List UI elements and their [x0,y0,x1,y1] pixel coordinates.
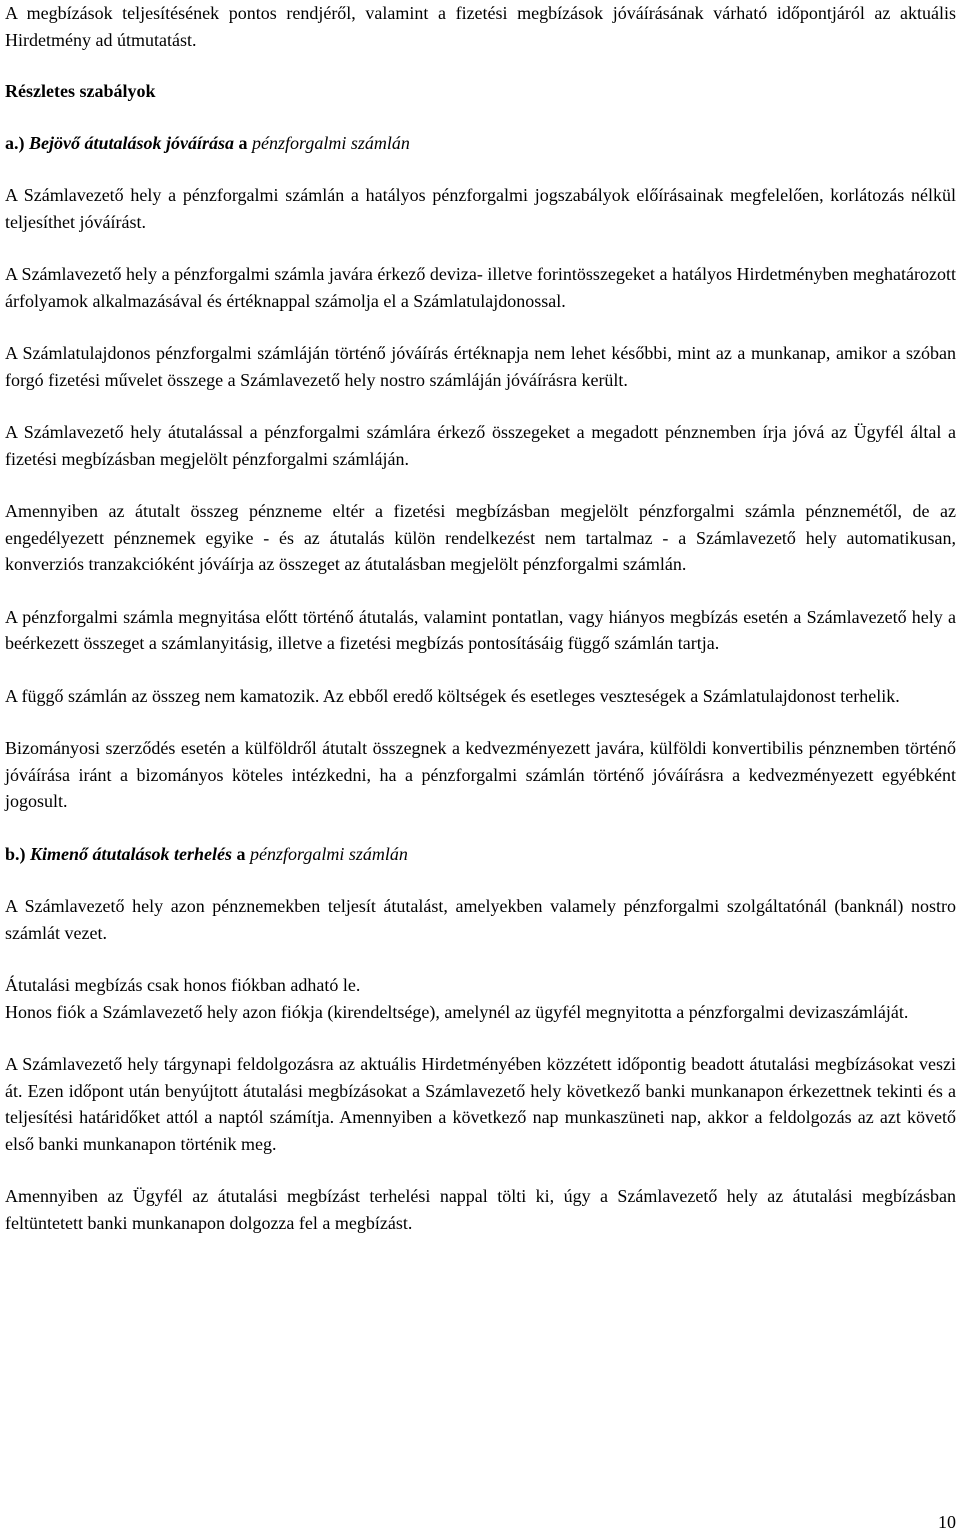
subsection-a-paragraph: A pénzforgalmi számla megnyitása előtt történő átutalás, valamint pontatlan, vagy hiányos megbízás esetén a Számlavezető hely a beérkezett összeget a számlanyitásig, illetve a fizetési megbízás pontosításáig függő számlán tartja. [5,606,956,653]
subsection-b-title-tail: pénzforgalmi számlán [250,843,408,864]
section-heading: Részletes szabályok [5,81,156,101]
page-number: 10 [938,1512,956,1532]
subsection-a-paragraph: Bizományosi szerződés esetén a külföldről átutalt összegnek a kedvezményezett javára, külföldi konvertibilis pénznemben történő jóváírása iránt a bizományos köteles intézkedni, ha a pénzforgalmi számlán történő jóváírásra a kedvezményezett egyébként jogosult. [5,738,956,811]
subsection-b-paragraph: A Számlavezető hely azon pénznemekben teljesít átutalást, amelyekben valamely pénzforgalmi szolgáltatónál (banknál) nostro számlát vezet. [5,896,956,943]
subsection-b-title-mid: a [236,843,246,864]
subsection-a-title-mid: a [238,132,248,153]
subsection-b-paragraph: Honos fiók a Számlavezető hely azon fiókja (kirendeltsége), amelynél az ügyfél megnyitotta a pénzforgalmi devizaszámláját. [5,1001,909,1022]
subsection-a-letter: a.) [5,132,25,153]
document-page [5,0,956,1236]
subsection-a-heading [5,130,956,157]
subsection-b-paragraph: Amennyiben az Ügyfél az átutalási megbízást terhelési nappal tölti ki, úgy a Számlavezető hely az átutalási megbízásban feltüntetett banki munkanapon dolgozza fel a megbízást. [5,1186,956,1233]
subsection-a-title-main: Bejövő átutalások jóváírása [29,132,235,153]
subsection-b-paragraph: A Számlavezető hely tárgynapi feldolgozásra az aktuális Hirdetményében közzétett időpontig beadott átutalási megbízásokat veszi át. Ezen időpont után benyújtott átutalási megbízásokat a Számlavezető hely következő banki munkanapon érkezettnek tekinti és a teljesítési határidőket attól a naptól számítja. Amennyiben a következő nap munkaszüneti nap, akkor a feldolgozás az azt követő első banki munkanapon történik meg. [5,1054,956,1154]
intro-paragraph: A megbízások teljesítésének pontos rendjéről, valamint a fizetési megbízások jóváírásának várható időpontjáról az aktuális Hirdetmény ad útmutatást. [5,3,956,50]
subsection-a-paragraph: A Számlavezető hely átutalással a pénzforgalmi számlára érkező összegeket a megadott pénznemben írja jóvá az Ügyfél által a fizetési megbízásban megjelölt pénzforgalmi számláján. [5,422,956,469]
subsection-a-paragraph: Amennyiben az átutalt összeg pénzneme eltér a fizetési megbízásban megjelölt pénzforgalmi számla pénznemétől, de az engedélyezett pénznemek egyike - és az átutalás külön rendelkezést nem tartalmaz - a Számlavezető hely automatikusan, konverziós tranzakcióként jóváírja az összeget az átutalásban megjelölt pénzforgalmi számlán. [5,501,956,574]
subsection-b-title-main: Kimenő átutalások terhelés [30,843,233,864]
subsection-a-paragraph: A Számlatulajdonos pénzforgalmi számláján történő jóváírás értéknapja nem lehet későbbi, mint az a munkanap, amikor a szóban forgó fizetési művelet összege a Számlavezető hely nostro számláján jóváírásra került. [5,343,956,390]
subsection-a-title-tail: pénzforgalmi számlán [252,132,410,153]
subsection-a-paragraph: A Számlavezető hely a pénzforgalmi számla javára érkező deviza- illetve forintösszegeket a hatályos Hirdetményben meghatározott árfolyamok alkalmazásával és értéknappal számolja el a Számlatulajdonossal. [5,264,956,311]
subsection-a-paragraph: A Számlavezető hely a pénzforgalmi számlán a hatályos pénzforgalmi jogszabályok előírásainak megfelelően, korlátozás nélkül teljesíthet jóváírást. [5,185,956,232]
subsection-b-heading [5,841,956,868]
subsection-a-paragraph: A függő számlán az összeg nem kamatozik. Az ebből eredő költségek és esetleges veszteségek a Számlatulajdonost terhelik. [5,685,900,706]
subsection-b-letter: b.) [5,843,26,864]
subsection-b-line: Átutalási megbízás csak honos fiókban adható le. [5,975,361,995]
